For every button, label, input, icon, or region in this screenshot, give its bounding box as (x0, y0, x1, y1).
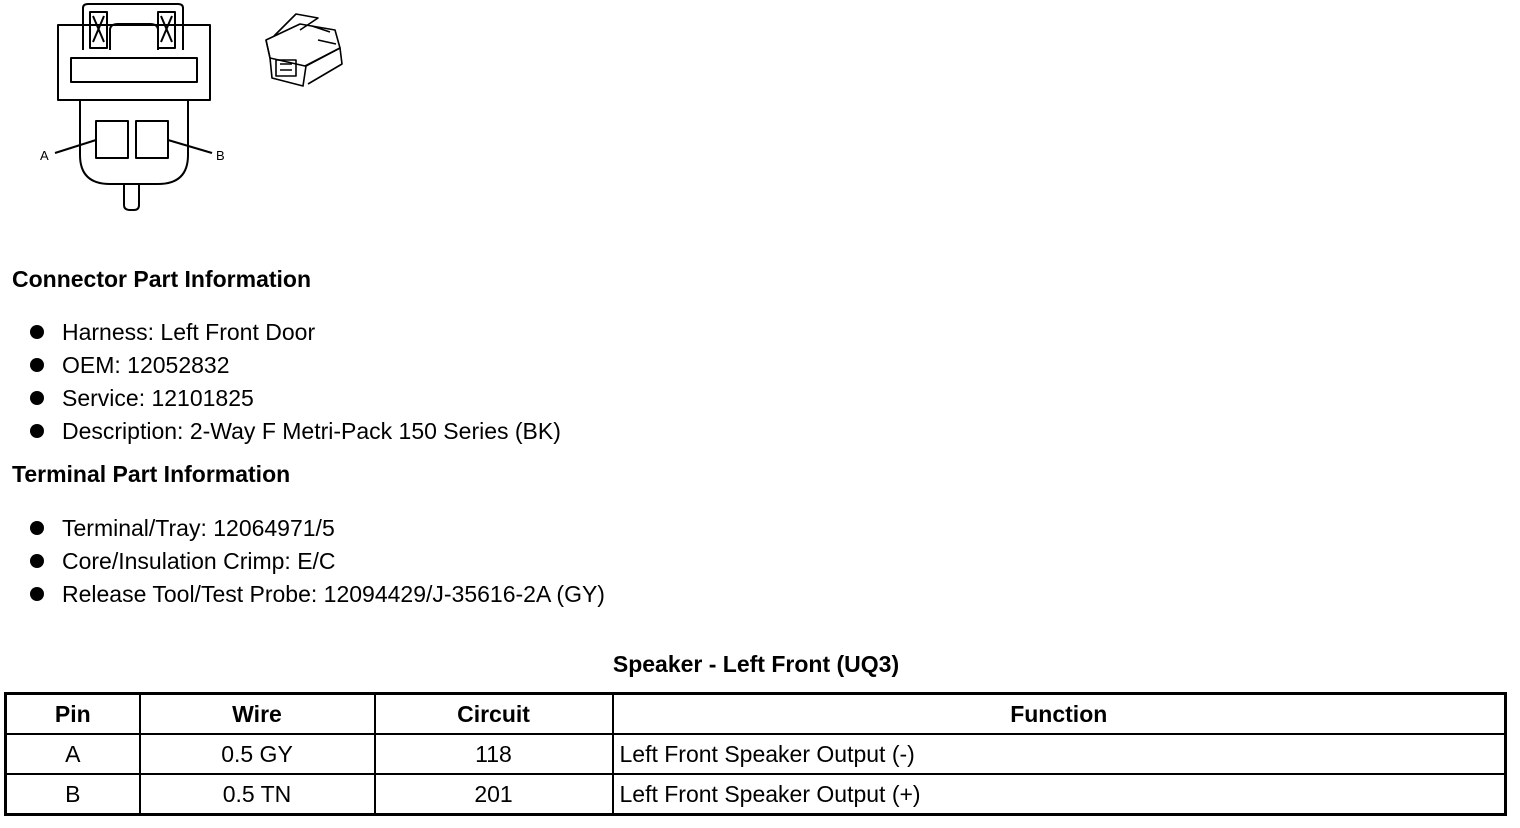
list-item (28, 382, 561, 415)
column-header-circuit: Circuit (375, 694, 613, 735)
column-header-function: Function (613, 694, 1506, 735)
list-item (28, 545, 605, 578)
connector-latch-housing (58, 25, 210, 100)
cell-pin: A (6, 734, 140, 774)
list-item (28, 578, 605, 611)
list-item (28, 349, 561, 382)
pin-label-b: B (216, 148, 225, 163)
bullet-icon (30, 391, 44, 405)
bullet-icon (30, 587, 44, 601)
cell-pin: B (6, 774, 140, 815)
table-row (6, 734, 1506, 774)
cavity-a (96, 121, 128, 158)
list-item-text: Terminal/Tray: 12064971/5 (62, 515, 335, 541)
list-item-text: Core/Insulation Crimp: E/C (62, 548, 336, 574)
terminal-part-information-list (28, 512, 605, 611)
list-item-text: Harness: Left Front Door (62, 319, 316, 345)
cell-circuit: 118 (375, 734, 613, 774)
connector-isometric-icon (266, 14, 342, 86)
list-item (28, 316, 561, 349)
cell-function: Left Front Speaker Output (+) (613, 774, 1506, 815)
bullet-icon (30, 325, 44, 339)
column-header-wire: Wire (140, 694, 375, 735)
column-header-pin: Pin (6, 694, 140, 735)
cell-function: Left Front Speaker Output (-) (613, 734, 1506, 774)
list-item-text: Service: 12101825 (62, 385, 254, 411)
connector-diagram (0, 0, 360, 220)
table-caption: Speaker - Left Front (UQ3) (612, 651, 900, 677)
bullet-icon (30, 358, 44, 372)
bullet-icon (30, 521, 44, 535)
list-item-text: Description: 2-Way F Metri-Pack 150 Series (BK) (62, 418, 561, 444)
list-item (28, 415, 561, 448)
bullet-icon (30, 554, 44, 568)
polarization-key (124, 184, 139, 210)
list-item (28, 512, 605, 545)
cell-circuit: 201 (375, 774, 613, 815)
connector-part-information-list (28, 316, 561, 448)
terminal-part-information-heading: Terminal Part Information (12, 461, 291, 487)
connector-part-information-heading: Connector Part Information (12, 266, 312, 292)
pin-label-a: A (40, 148, 49, 163)
list-item-text: Release Tool/Test Probe: 12094429/J-35616-2A (GY) (62, 581, 605, 607)
cavity-b (136, 121, 168, 158)
list-item-text: OEM: 12052832 (62, 352, 230, 378)
table-header-row (6, 694, 1506, 735)
cell-wire: 0.5 TN (140, 774, 375, 815)
table-row (6, 774, 1506, 815)
cell-wire: 0.5 GY (140, 734, 375, 774)
pin-table (4, 692, 1507, 816)
bullet-icon (30, 424, 44, 438)
